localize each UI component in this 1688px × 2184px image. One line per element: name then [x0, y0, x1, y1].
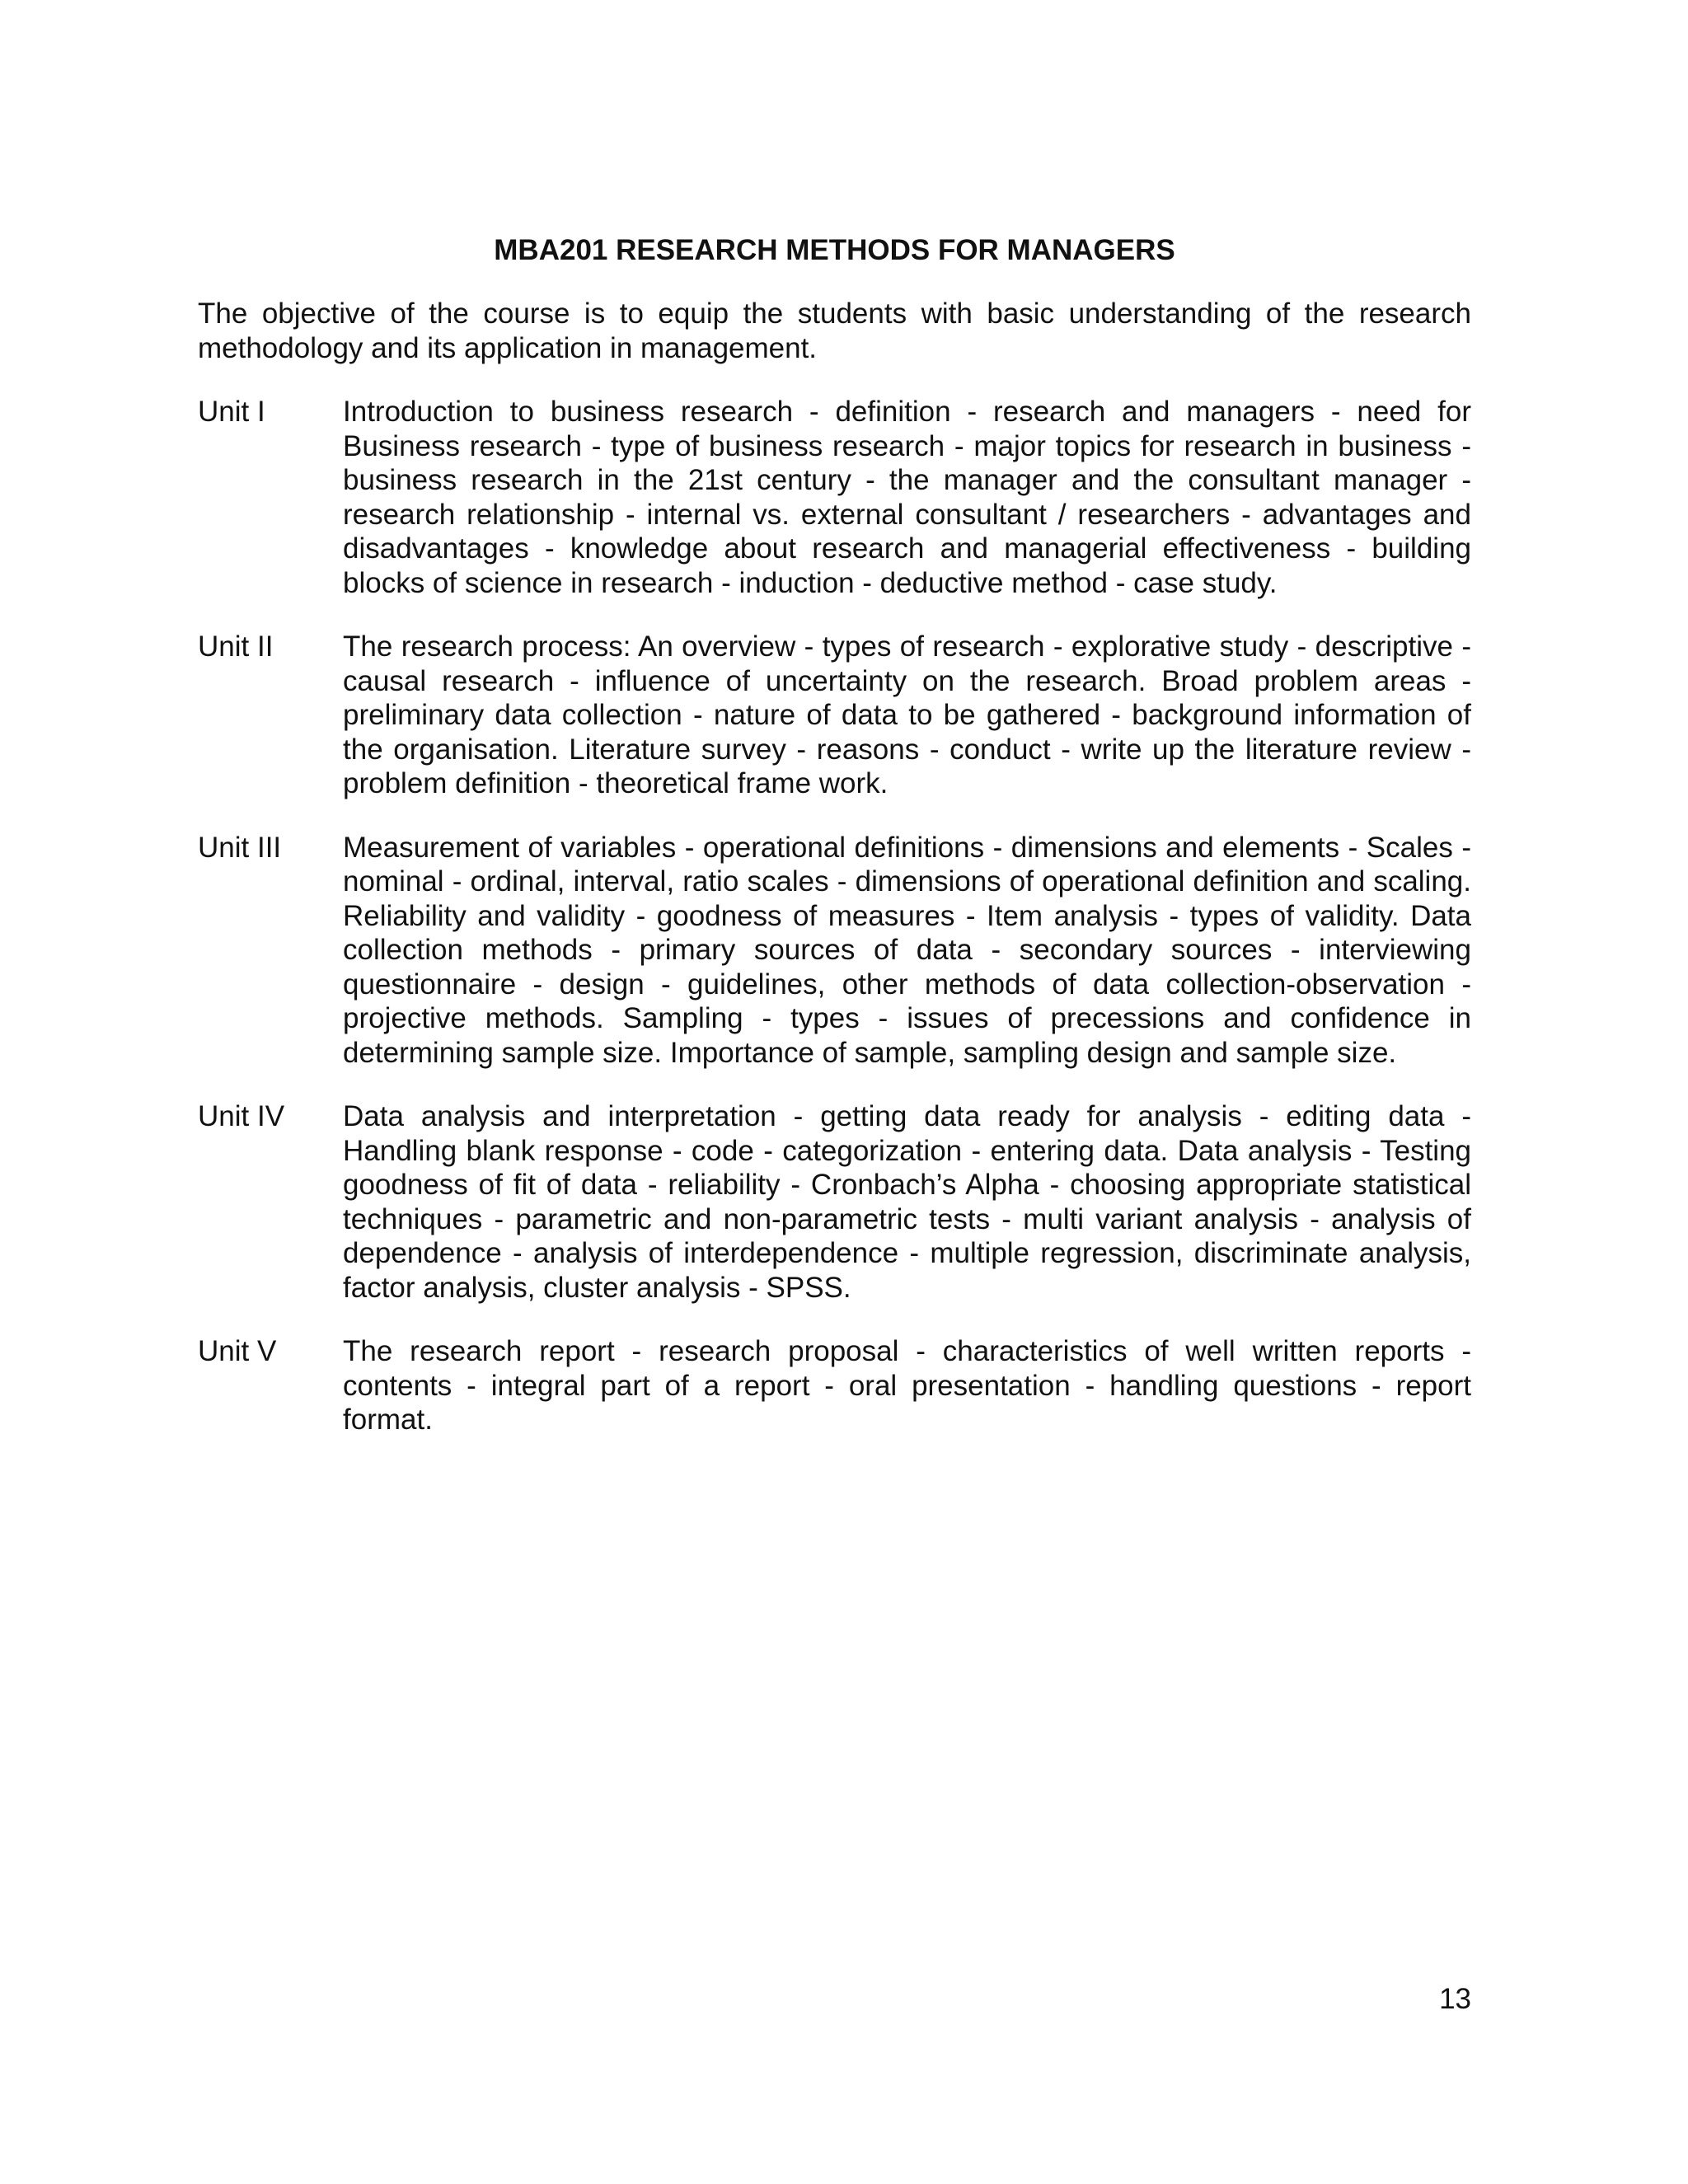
unit-label: Unit IV — [198, 1100, 285, 1132]
unit-label: Unit V — [198, 1335, 277, 1367]
unit-item-4 — [198, 1099, 1471, 1305]
unit-description: Introduction to business research - definition - research and managers - need for Business research - type of business research - major topics for research in business - business research in the 21st century - the manager and the consultant manager - research relationship - internal vs. external consultant / researchers - advantages and disadvantages - knowledge about research and managerial effectiveness - building blocks of science in research - induction - deductive method - case study. — [343, 396, 1471, 599]
unit-item-5 — [198, 1334, 1471, 1437]
page-number: 13 — [1439, 1983, 1471, 2015]
unit-description: The research report - research proposal - characteristics of well written reports - contents - integral part of a report - oral presentation - handling questions - report format. — [343, 1335, 1471, 1436]
unit-description: Measurement of variables - operational definitions - dimensions and elements - Scales - nominal - ordinal, interval, ratio scales - dimensions of operational definition and scaling. Reliability and validity - goodness of measures - Item analysis - types of validity. Data collection methods - primary sources of data - secondary sources - interviewing questionnaire - design - guidelines, other methods of data collection-observation - projective methods. Sampling - types - issues of precessions and confidence in determining sample size. Importance of sample, sampling design and sample size. — [343, 831, 1471, 1069]
page-title: MBA201 RESEARCH METHODS FOR MANAGERS — [494, 234, 1175, 266]
unit-item-1 — [198, 395, 1471, 600]
unit-label: Unit I — [198, 396, 265, 428]
course-objective: The objective of the course is to equip the students with basic understanding of the research methodology and its application in management. — [198, 298, 1471, 364]
unit-item-3 — [198, 831, 1471, 1071]
unit-list — [198, 395, 1471, 1467]
unit-label: Unit II — [198, 630, 274, 663]
unit-description: The research process: An overview - types of research - explorative study - descriptive - causal research - influence of uncertainty on the research. Broad problem areas - preliminary data collection - nature of data to be gathered - background information of the organisation. Literature survey - reasons - conduct - write up the literature review - problem definition - theoretical frame work. — [343, 630, 1471, 799]
unit-label: Unit III — [198, 831, 282, 864]
unit-description: Data analysis and interpretation - getting data ready for analysis - editing data - Handling blank response - code - categorization - entering data. Data analysis - Testing goodness of fit of data - reliability - Cronbach’s Alpha - choosing appropriate statistical techniques - parametric and non-parametric tests - multi variant analysis - analysis of dependence - analysis of interdependence - multiple regression, discriminate analysis, factor analysis, cluster analysis - SPSS. — [343, 1100, 1471, 1304]
unit-item-2 — [198, 630, 1471, 801]
